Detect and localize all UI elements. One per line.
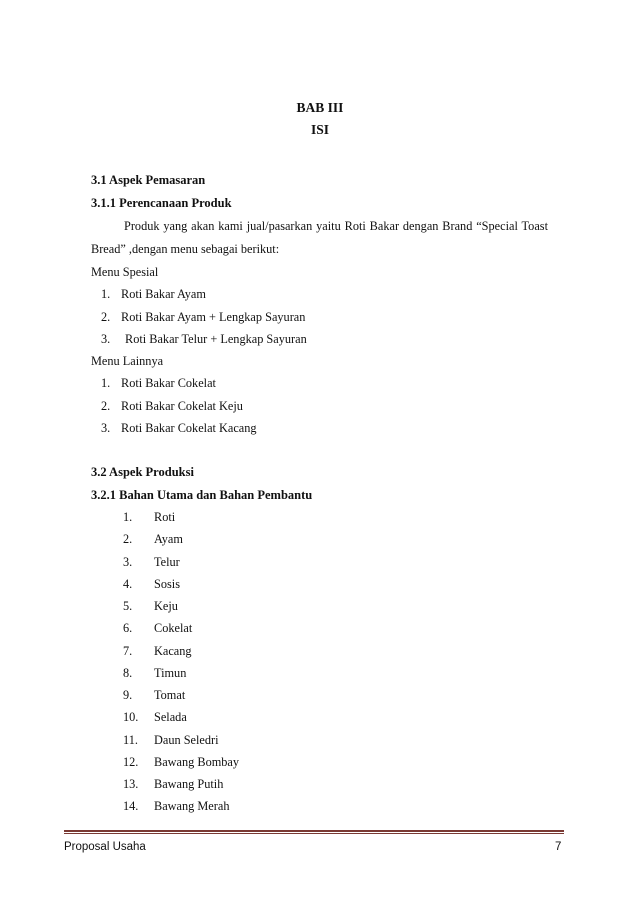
ingredient-item-num: 5.	[123, 599, 133, 613]
ingredient-item-num: 9.	[123, 688, 133, 702]
section-heading-3-1: 3.1 Aspek Pemasaran	[91, 173, 206, 187]
ingredient-item: Bawang Merah	[154, 799, 230, 813]
ingredient-item: Daun Seledri	[154, 733, 219, 747]
ingredient-item-num: 11.	[123, 733, 138, 747]
chapter-number: BAB III	[296, 100, 344, 115]
ingredient-item-num: 7.	[123, 644, 133, 658]
footer-rule	[64, 830, 564, 832]
other-item: Roti Bakar Cokelat Keju	[121, 399, 243, 413]
ingredient-item: Sosis	[154, 577, 180, 591]
ingredient-item-num: 13.	[123, 777, 139, 791]
other-item-num: 1.	[101, 376, 111, 390]
footer-rule-thin	[64, 833, 564, 834]
section-heading-3-2-1: 3.2.1 Bahan Utama dan Bahan Pembantu	[91, 488, 313, 502]
ingredient-item: Telur	[154, 555, 180, 569]
ingredient-item: Timun	[154, 666, 187, 680]
ingredient-item: Bawang Putih	[154, 777, 224, 791]
other-item: Roti Bakar Cokelat Kacang	[121, 421, 257, 435]
ingredient-item-num: 3.	[123, 555, 133, 569]
chapter-title: ISI	[310, 122, 329, 137]
ingredient-item: Ayam	[154, 532, 183, 546]
ingredient-item: Kacang	[154, 644, 192, 658]
paragraph-line-1: Produk yang akan kami jual/pasarkan yaitu Roti Bakar dengan Brand “Special Toast	[124, 219, 548, 233]
ingredient-item: Selada	[154, 710, 187, 724]
page-number: 7	[555, 841, 562, 853]
footer-title: Proposal Usaha	[64, 841, 146, 853]
ingredient-item-num: 12.	[123, 755, 139, 769]
paragraph-line-2: Bread” ,dengan menu sebagai berikut:	[91, 242, 280, 256]
menu-special-label: Menu Spesial	[91, 265, 159, 279]
special-item: Roti Bakar Ayam + Lengkap Sayuran	[121, 310, 306, 324]
menu-other-label: Menu Lainnya	[91, 354, 164, 368]
ingredient-item-num: 14.	[123, 799, 139, 813]
ingredient-item-num: 4.	[123, 577, 133, 591]
special-item-num: 1.	[101, 287, 111, 301]
ingredient-item: Tomat	[154, 688, 186, 702]
special-item: Roti Bakar Ayam	[121, 287, 206, 301]
special-item-num: 3.	[101, 332, 111, 346]
ingredient-item-num: 2.	[123, 532, 133, 546]
ingredient-item-num: 8.	[123, 666, 133, 680]
other-item-num: 3.	[101, 421, 111, 435]
section-heading-3-1-1: 3.1.1 Perencanaan Produk	[91, 196, 232, 210]
ingredient-item-num: 10.	[123, 710, 139, 724]
other-item: Roti Bakar Cokelat	[121, 376, 216, 390]
ingredient-item: Bawang Bombay	[154, 755, 240, 769]
ingredient-item: Roti	[154, 510, 176, 524]
special-item: Roti Bakar Telur + Lengkap Sayuran	[125, 332, 307, 346]
section-heading-3-2: 3.2 Aspek Produksi	[91, 465, 194, 479]
ingredient-item-num: 1.	[123, 510, 133, 524]
special-item-num: 2.	[101, 310, 111, 324]
ingredient-item-num: 6.	[123, 621, 133, 635]
ingredient-item: Keju	[154, 599, 178, 613]
ingredient-item: Cokelat	[154, 621, 193, 635]
other-item-num: 2.	[101, 399, 111, 413]
